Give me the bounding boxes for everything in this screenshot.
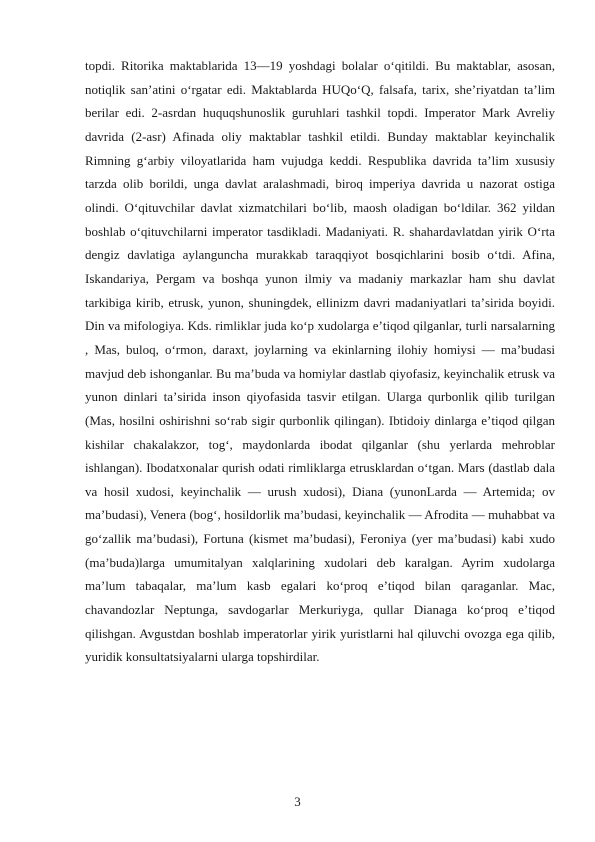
page-number: 3 — [294, 794, 301, 809]
body-paragraph: topdi. Ritorika maktablarida 13—19 yoshdagi bolalar oʻqitildi. Bu maktablar, asosan, notiqlik sanʼatini oʻrgatar edi. Maktablarda HUQoʻQ, falsafa, tarix, sheʼriyatdan taʼlim berilar edi. 2-asrdan huquqshunoslik guruhlari tashkil topdi. Imperator Mark Avreliy davrida (2-asr) Afinada oliy maktablar tashkil etildi. Bunday maktablar keyinchalik Rimning gʻarbiy viloyatlarida ham vujudga keddi. Respublika davrida taʼlim xususiy tarzda olib borildi, unga davlat aralashmadi, biroq imperiya davrida u nazorat ostiga olindi. Oʻqituvchilar davlat xizmatchilari boʻlib, maosh oladigan boʻldilar. 362 yildan boshlab oʻqituvchilarni imperator tasdikladi. Madaniyati. R. shahardavlatdan yirik Oʻrta dengiz davlatiga aylanguncha murakkab taraqqiyot bosqichlarini bosib oʻtdi. Afina, Iskandariya, Pergam va boshqa yunon ilmiy va madaniy markazlar ham shu davlat tarkibiga kirib, etrusk, yunon, shuningdek, ellinizm davri madaniyatlari taʼsirida boyidi. Din va mifologiya. Kds. rimliklar juda koʻp xudolarga eʼtiqod qilganlar, turli narsalarning , Mas, buloq, oʻrmon, daraxt, joylarning va ekinlarning ilohiy homiysi — maʼbudasi mavjud deb ishonganlar. Bu maʼbuda va homiylar dastlab qiyofasiz, keyinchalik etrusk va yunon dinlari taʼsirida inson qiyofasida tasvir etilgan. Ularga qurbonlik qilib turilgan (Mas, hosilni oshirishni soʻrab sigir qurbonlik qilingan). Ibtidoiy dinlarga eʼtiqod qilgan kishilar chakalakzor, togʻ, maydonlarda ibodat qilganlar (shu yerlarda mehroblar ishlangan). Ibodatxonalar qurish odati rimliklarga etrusklardan oʻtgan. Mars (dastlab dala va hosil xudosi, keyinchalik — urush xudosi), Diana (yunonLarda — Artemida; ov maʼbudasi), Venera (bogʻ, hosildorlik maʼbudasi, keyinchalik — Afrodita — muhabbat va goʻzallik maʼbudasi), Fortuna (kismet maʼbudasi), Feroniya (yer maʼbudasi) kabi xudo (maʼbuda)larga umumitalyan xalqlarining xudolari deb karalgan. Ayrim xudolarga maʼlum tabaqalar, maʼlum kasb egalari koʻproq eʼtiqod bilan qaraganlar. Mac, chavandozlar Neptunga, savdogarlar Merkuriyga, qullar Dianaga koʻproq eʼtiqod qilishgan. Avgustdan boshlab imperatorlar yirik yuristlarni hal qiluvchi ovozga ega qilib, yuridik konsultatsiyalarni ularga topshirdilar. — [85, 58, 555, 665]
